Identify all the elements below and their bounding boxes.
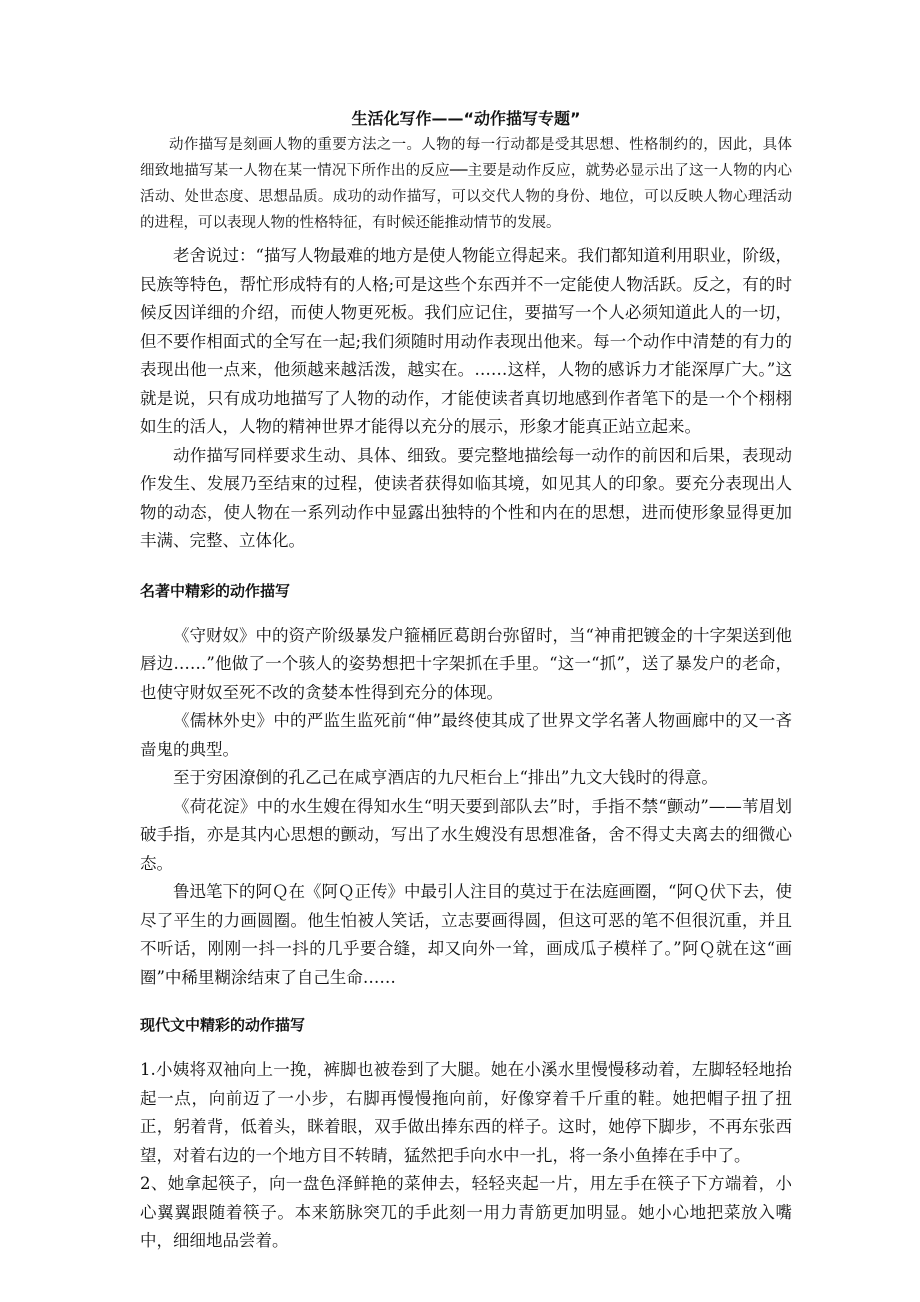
document-title: 生活化写作——“动作描写专题” [351, 109, 581, 128]
laoshe-quote-paragraph: 老舍说过：“描写人物最难的地方是使人物能立得起来。我们都知道利用职业，阶级，民族等特色，帮忙形成特有的人格;可是这些个东西并不一定能使人物活跃。反之，有的时候反因详细的介绍，而使人物更死板。我们应记住，要描写一个人必须知道此人的一切，但不要作相面式的全写在一起;我们须随时用动作表现出他来。每一个动作中清楚的有力的表现出他一点来，他须越来越活泼，越实在。……这样，人物的感诉力才能深厚广大。”这就是说，只有成功地描写了人物的动作，才能使读者真切地感到作者笔下的是一个个栩栩如生的活人，人物的精神世界才能得以充分的展示，形象才能真正站立起来。 [140, 246, 792, 436]
section-heading-classics: 名著中精彩的动作描写 [140, 581, 291, 600]
classics-paragraph: 至于穷困潦倒的孔乙己在咸亨酒店的九尺柜台上“排出”九文大钱时的得意。 [173, 768, 718, 787]
classics-paragraph: 《儒林外史》中的严监生监死前“伸”最终使其成了世界文学名著人物画廊中的又一吝啬鬼的典型。 [140, 711, 792, 759]
modern-example-paragraph: 1.小姨将双袖向上一挽，裤脚也被卷到了大腿。她在小溪水里慢慢移动着，左脚轻轻地抬起一点，向前迈了一小步，右脚再慢慢拖向前，好像穿着千斤重的鞋。她把帽子扭了扭正，躬着背，低着头，眯着眼，双手做出捧东西的样子。这时，她停下脚步，不再东张西望，对着右边的一个地方目不转睛，猛然把手向水中一扎，将一条小鱼捧在手中了。 [140, 1060, 792, 1165]
modern-example-paragraph: 2、她拿起筷子，向一盘色泽鲜艳的菜伸去，轻轻夹起一片，用左手在筷子下方端着，小心翼翼跟随着筷子。本来筋脉突兀的手此刻一用力青筋更加明显。她小心地把菜放入嘴中，细细地品尝着。 [140, 1174, 792, 1250]
intro-paragraph: 动作描写是刻画人物的重要方法之一。人物的每一行动都是受其思想、性格制约的，因此，具体细致地描写某一人物在某一情况下所作出的反应──主要是动作反应，就势必显示出了这一人物的内心活动、处世态度、思想品质。成功的动作描写，可以交代人物的身份、地位，可以反映人物心理活动的进程，可以表现人物的性格特征，有时候还能推动情节的发展。 [140, 137, 792, 231]
classics-paragraph: 《守财奴》中的资产阶级暴发户箍桶匠葛朗台弥留时，当“神甫把镀金的十字架送到他唇边……”他做了一个骇人的姿势想把十字架抓在手里。“这一“抓”，送了暴发户的老命，也使守财奴至死不改的贪婪本性得到充分的体现。 [140, 625, 792, 702]
classics-paragraph: 鲁迅笔下的阿Ｑ在《阿Ｑ正传》中最引人注目的莫过于在法庭画圈，“阿Ｑ伏下去，使尽了平生的力画圆圈。他生怕被人笑话，立志要画得圆，但这可恶的笔不但很沉重，并且不听话，刚刚一抖一抖的几乎要合缝，却又向外一耸，画成瓜子模样了。”阿Ｑ就在这“画圈”中稀里糊涂结束了自己生命…… [140, 882, 792, 987]
classics-paragraph: 《荷花淀》中的水生嫂在得知水生“明天要到部队去”时，手指不禁“颤动”——苇眉划破手指，亦是其内心思想的颤动，写出了水生嫂没有思想准备，舍不得丈夫离去的细微心态。 [140, 796, 792, 873]
requirement-paragraph: 动作描写同样要求生动、具体、细致。要完整地描绘每一动作的前因和后果，表现动作发生、发展乃至结束的过程，使读者获得如临其境，如见其人的印象。要充分表现出人物的动态，使人物在一系列动作中显露出独特的个性和内在的思想，进而使形象显得更加丰满、完整、立体化。 [140, 445, 792, 550]
document-body [140, 106, 792, 1256]
section-heading-modern: 现代文中精彩的动作描写 [140, 1016, 306, 1034]
